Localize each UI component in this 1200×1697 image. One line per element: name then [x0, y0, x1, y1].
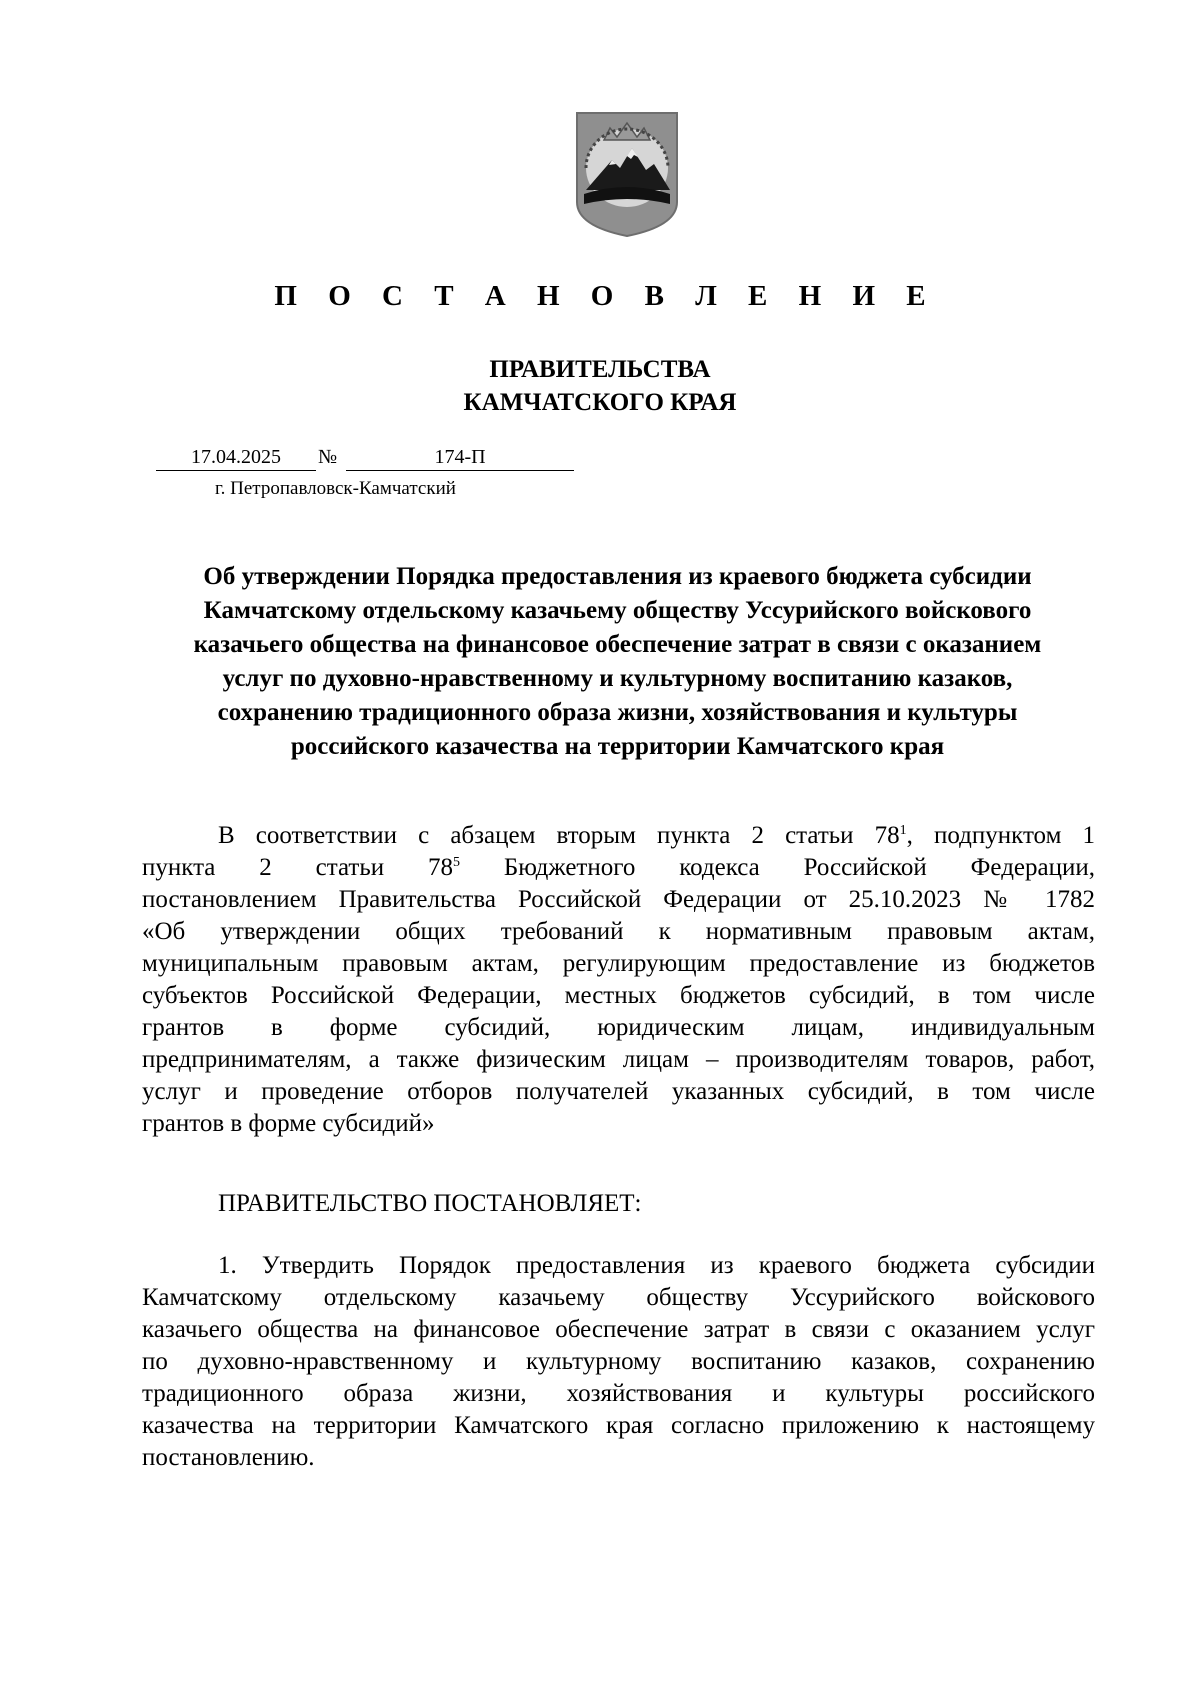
preamble-line: муниципальным правовым актам, регулирующим предоставление из бюджетов [142, 950, 1095, 977]
item-line: традиционного образа жизни, хозяйствования и культуры российского [142, 1380, 1095, 1407]
title-line: казачьего общества на финансовое обеспечение затрат в связи с оказанием [193, 631, 1042, 658]
issuer [0, 353, 1200, 419]
superscript: 1 [899, 823, 907, 838]
document-number: 174-П [346, 444, 574, 471]
title-line: Об утверждении Порядка предоставления из краевого бюджета субсидии [203, 563, 1032, 590]
preamble-line [142, 820, 1095, 852]
preamble-text: , подпунктом 1 [906, 822, 1095, 849]
title-line: Камчатскому отдельскому казачьему обществу Уссурийского войскового [203, 597, 1032, 624]
city: г. Петропавловск-Камчатский [215, 478, 456, 499]
preamble-line: «Об утверждении общих требований к нормативным правовым актам, [142, 918, 1095, 945]
resolves-heading: ПРАВИТЕЛЬСТВО ПОСТАНОВЛЯЕТ: [218, 1190, 642, 1217]
document-type: П О С Т А Н О В Л Е Н И Е [274, 280, 938, 312]
item-line: Камчатскому отдельскому казачьему обществу Уссурийского войскового [142, 1284, 1095, 1311]
preamble-text: Бюджетного кодекса Российской Федерации, [460, 854, 1095, 881]
preamble-line: услуг и проведение отборов получателей указанных субсидий, в том числе [142, 1078, 1095, 1105]
issuer-line: ПРАВИТЕЛЬСТВА [489, 356, 711, 383]
title-line: сохранению традиционного образа жизни, хозяйствования и культуры [217, 699, 1018, 726]
item-line: казачества на территории Камчатского края согласно приложению к настоящему [142, 1412, 1095, 1439]
item-line: постановлению. [142, 1444, 315, 1471]
preamble-line: постановлением Правительства Российской Федерации от 25.10.2023 № 1782 [142, 886, 1095, 913]
preamble-line: грантов в форме субсидий, юридическим лицам, индивидуальным [142, 1014, 1095, 1041]
title-line: российского казачества на территории Камчатского края [290, 733, 945, 760]
number-sign: № [318, 446, 338, 468]
item-line: по духовно-нравственному и культурному воспитанию казаков, сохранению [142, 1348, 1095, 1375]
preamble-line: субъектов Российской Федерации, местных бюджетов субсидий, в том числе [142, 982, 1095, 1009]
document-title [140, 560, 1095, 764]
item-1-paragraph [142, 1250, 1095, 1474]
preamble-line: предпринимателям, а также физическим лицам – производителям товаров, работ, [142, 1046, 1095, 1073]
preamble-line: грантов в форме субсидий» [142, 1110, 435, 1137]
issuer-line: КАМЧАТСКОГО КРАЯ [463, 389, 737, 416]
preamble-text: В соответствии с абзацем вторым пункта 2 статьи 78 [218, 822, 900, 849]
preamble-text: пункта 2 статьи 78 [142, 854, 454, 881]
superscript: 5 [453, 855, 461, 870]
coat-of-arms-icon [574, 110, 680, 238]
preamble-line [142, 852, 1095, 884]
item-line: 1. Утвердить Порядок предоставления из краевого бюджета субсидии [218, 1252, 1095, 1279]
preamble-paragraph [142, 820, 1095, 1140]
title-line: услуг по духовно-нравственному и культурному воспитанию казаков, [222, 665, 1013, 692]
item-line: казачьего общества на финансовое обеспечение затрат в связи с оказанием услуг [142, 1316, 1095, 1343]
document-date: 17.04.2025 [156, 444, 316, 471]
